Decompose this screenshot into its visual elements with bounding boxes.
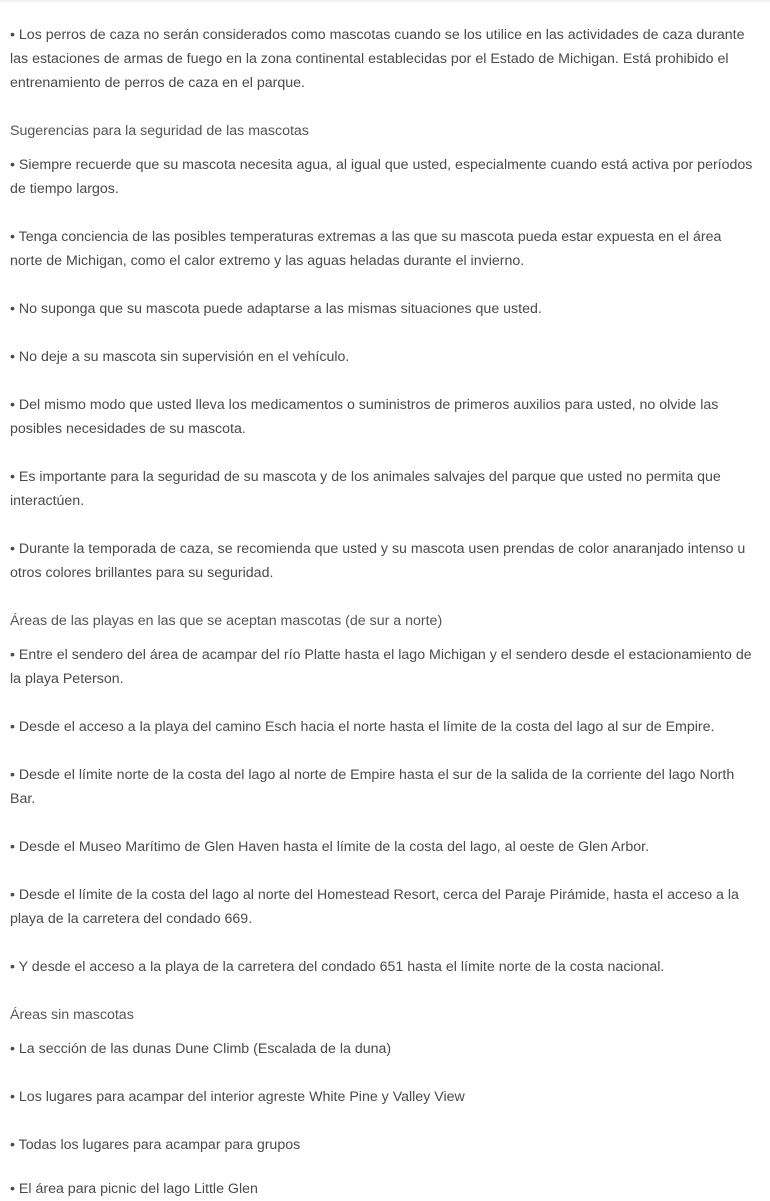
safety-item: • Durante la temporada de caza, se recomienda que usted y su mascota usen prendas de color anaranjado intenso u otros colores brillantes para su seguridad. — [10, 541, 746, 581]
safety-item: • No deje a su mascota sin supervisión en el vehículo. — [10, 349, 350, 365]
no-pets-item: • La sección de las dunas Dune Climb (Escalada de la duna) — [10, 1041, 392, 1057]
no-pets-heading: Áreas sin mascotas — [10, 1007, 134, 1023]
beach-item: • Desde el límite norte de la costa del lago al norte de Empire hasta el sur de la salida de la corriente del lago North Bar. — [10, 767, 735, 807]
safety-item: • Del mismo modo que usted lleva los medicamentos o suministros de primeros auxilios para usted, no olvide las posibles necesidades de su mascota. — [10, 397, 719, 437]
beach-item: • Desde el acceso a la playa del camino Esch hacia el norte hasta el límite de la costa del lago al sur de Empire. — [10, 719, 715, 735]
no-pets-item: • Los lugares para acampar del interior agreste White Pine y Valley View — [10, 1089, 465, 1105]
safety-item: • Tenga conciencia de las posibles temperaturas extremas a las que su mascota pueda estar expuesta en el área norte de Michigan, como el calor extremo y las aguas heladas durante el invierno. — [10, 229, 722, 269]
beach-item: • Entre el sendero del área de acampar del río Platte hasta el lago Michigan y el sendero desde el estacionamiento de la playa Peterson. — [10, 647, 752, 687]
intro-item-hunting-dogs: • Los perros de caza no serán considerados como mascotas cuando se los utilice en las actividades de caza durante las estaciones de armas de fuego en la zona continental establecidas por el Estado de Michigan. Está prohibido el entrenamiento de perros de caza en el parque. — [10, 27, 745, 91]
safety-item: • No suponga que su mascota puede adaptarse a las mismas situaciones que usted. — [10, 301, 542, 317]
beach-item: • Desde el límite de la costa del lago al norte del Homestead Resort, cerca del Paraje Pirámide, hasta el acceso a la playa de la carretera del condado 669. — [10, 887, 739, 927]
no-pets-item: • El área para picnic del lago Little Glen — [10, 1181, 258, 1197]
beaches-heading: Áreas de las playas en las que se aceptan mascotas (de sur a norte) — [10, 613, 443, 629]
safety-item: • Es importante para la seguridad de su mascota y de los animales salvajes del parque que usted no permita que interactúen. — [10, 469, 721, 509]
top-edge — [0, 0, 770, 2]
beach-item: • Y desde el acceso a la playa de la carretera del condado 651 hasta el límite norte de la costa nacional. — [10, 959, 665, 975]
beach-item: • Desde el Museo Marítimo de Glen Haven hasta el límite de la costa del lago, al oeste de Glen Arbor. — [10, 839, 650, 855]
no-pets-item: • Todas los lugares para acampar para grupos — [10, 1137, 301, 1153]
safety-heading: Sugerencias para la seguridad de las mascotas — [10, 123, 309, 139]
safety-item: • Siempre recuerde que su mascota necesita agua, al igual que usted, especialmente cuando está activa por períodos de tiempo largos. — [10, 157, 753, 197]
